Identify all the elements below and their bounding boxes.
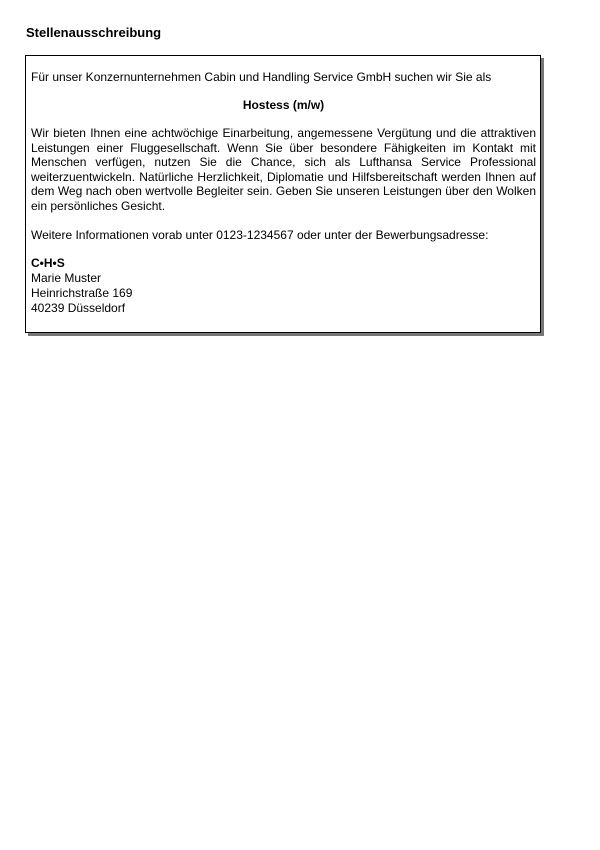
contact-person: Marie Muster: [31, 270, 102, 285]
ad-intro: Für unser Konzernunternehmen Cabin und Handling Service GmbH suchen wir Sie als: [31, 70, 492, 84]
application-address: [31, 256, 536, 316]
job-ad-box: [25, 55, 541, 333]
street-address: Heinrichstraße 169: [31, 285, 133, 300]
postal-city: 40239 Düsseldorf: [31, 300, 126, 315]
contact-info: Weitere Informationen vorab unter 0123-1234567 oder unter der Bewerbungsadresse:: [31, 227, 489, 242]
page-title: Stellenausschreibung: [26, 25, 162, 40]
job-title: Hostess (m/w): [242, 98, 325, 112]
ad-body-text: Wir bieten Ihnen eine achtwöchige Einarbeitung, angemessene Vergütung und die attraktiven Leistungen einer Fluggesellschaft. Wenn Sie über besondere Fähigkeiten im Kontakt mit Menschen verfügen, nutzen Sie die Chance, sich als Lufthansa Service Professional weiterzuentwickeln. Natürliche Herzlichkeit, Diplomatie und Hilfsbereitschaft werden Ihnen auf dem Weg nach oben wertvolle Begleiter sein. Geben Sie unseren Leistungen über den Wolken ein persönliches Gesicht.: [31, 126, 536, 213]
company-name: C•H•S: [31, 255, 65, 270]
